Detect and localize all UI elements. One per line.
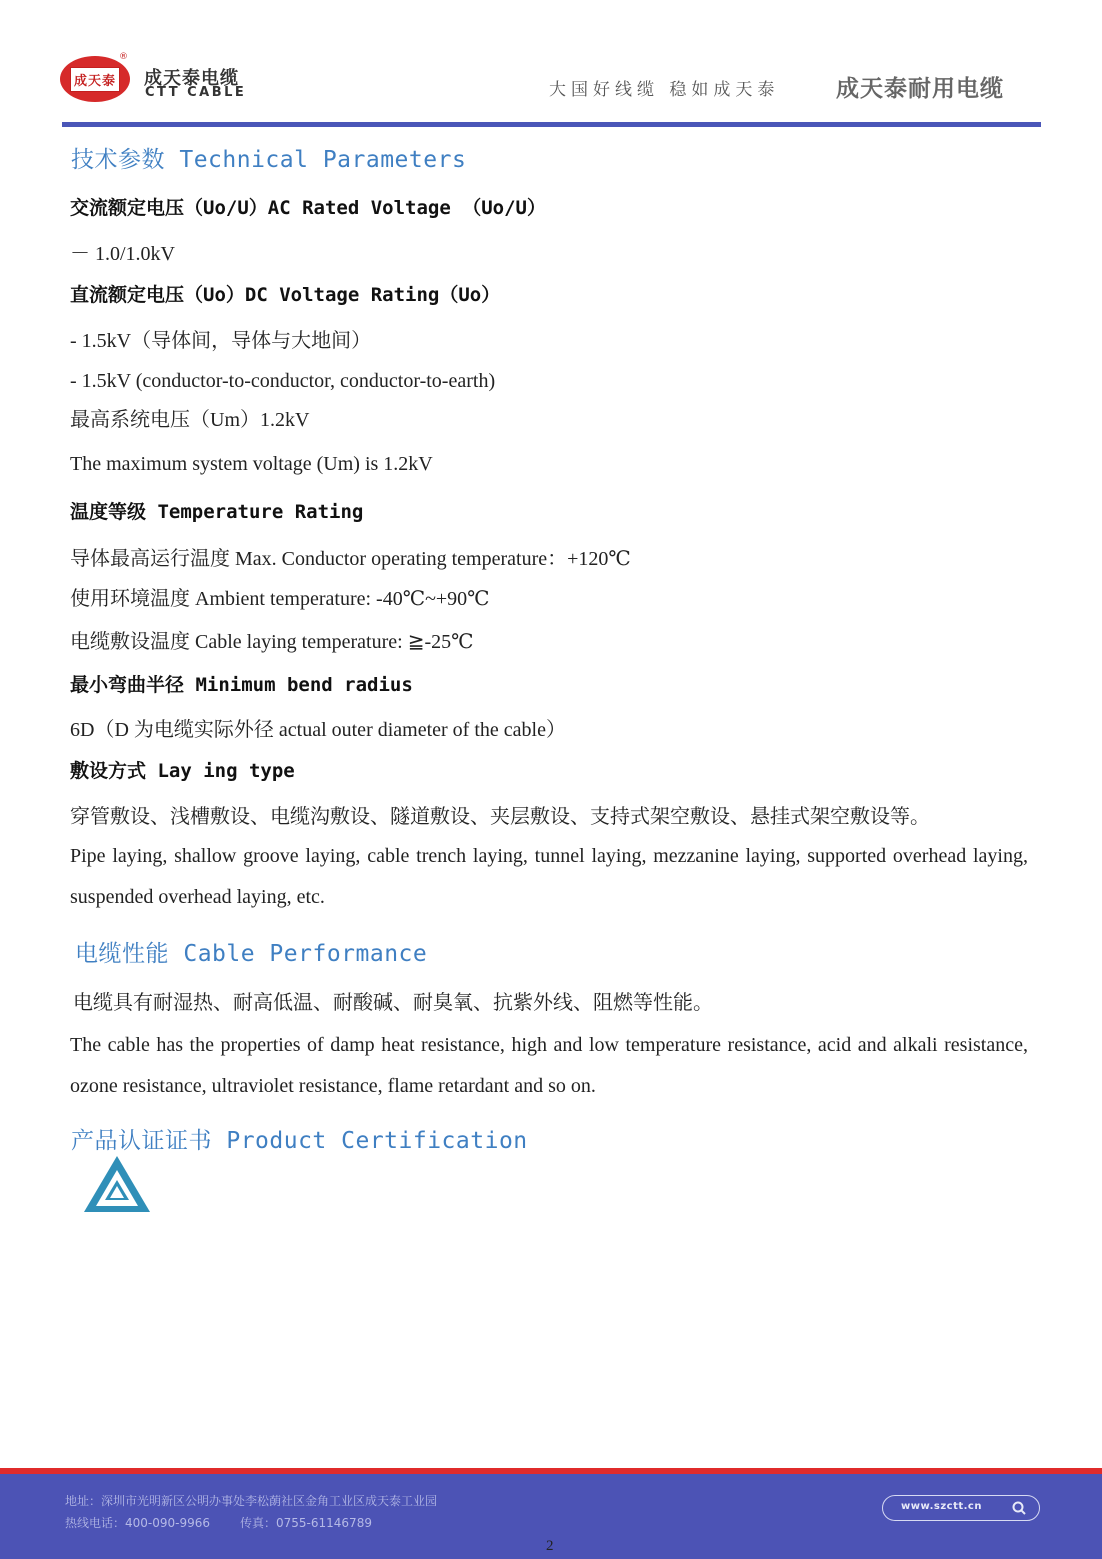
header-slogan-right: 成天泰耐用电缆: [836, 76, 1004, 102]
brand-name-en: CTT CABLE: [145, 85, 247, 100]
website-link[interactable]: [882, 1495, 1040, 1521]
brand-name-cn: 成天泰电缆: [144, 68, 239, 89]
dc-voltage-heading: 直流额定电压（Uo）DC Voltage Rating（Uo）: [70, 284, 501, 306]
footer-accent-bar: [0, 1468, 1102, 1474]
max-system-voltage-cn: 最高系统电压（Um）1.2kV: [70, 409, 310, 431]
bend-radius-heading: 最小弯曲半径 Minimum bend radius: [70, 674, 413, 696]
performance-text-cn: 电缆具有耐湿热、耐高低温、耐酸碱、耐臭氧、抗紫外线、阻燃等性能。: [73, 992, 713, 1014]
dc-voltage-value-cn: - 1.5kV（导体间，导体与大地间）: [70, 330, 372, 352]
registered-mark: ®: [119, 52, 128, 62]
ac-voltage-value: － 1.0/1.0kV: [70, 243, 175, 265]
website-url: www.szctt.cn: [901, 1501, 982, 1512]
search-icon: [1011, 1500, 1027, 1516]
temperature-heading: 温度等级 Temperature Rating: [70, 501, 364, 523]
footer-address: 地址：深圳市光明新区公明办事处李松蓢社区金角工业区成天泰工业园: [65, 1494, 438, 1508]
section-title-certification: 产品认证证书 Product Certification: [71, 1128, 528, 1154]
laying-type-cn: 穿管敷设、浅槽敷设、电缆沟敷设、隧道敷设、夹层敷设、支持式架空敷设、悬挂式架空敷设等。: [70, 806, 930, 828]
header-slogan: 大国好线缆 稳如成天泰: [549, 80, 780, 100]
performance-text-en: The cable has the properties of damp heat resistance, high and low temperature resistance, acid and alkali resistance, ozone resistance, ultraviolet resistance, flame retardant and so on.: [70, 1034, 1028, 1097]
bend-radius-value: 6D（D 为电缆实际外径 actual outer diameter of the cable）: [70, 719, 566, 741]
section-title-technical: 技术参数 Technical Parameters: [71, 147, 467, 173]
footer-fax: 传真：0755-61146789: [240, 1516, 372, 1530]
laying-type-en: Pipe laying, shallow groove laying, cable trench laying, tunnel laying, mezzanine laying, supported overhead laying, suspended overhead laying, etc.: [70, 845, 1028, 908]
tuv-triangle-icon: [82, 1154, 152, 1216]
laying-type-heading: 敷设方式 Lay ing type: [70, 760, 295, 782]
footer-contact: [65, 1514, 372, 1531]
ac-voltage-heading: 交流额定电压（Uo/U）AC Rated Voltage （Uo/U）: [70, 197, 546, 219]
page-number: 2: [546, 1538, 554, 1554]
header-divider: [62, 122, 1041, 127]
section-title-performance: 电缆性能 Cable Performance: [75, 941, 428, 967]
logo-text: 成天泰: [70, 67, 120, 92]
footer-hotline: 热线电话：400-090-9966: [65, 1516, 211, 1530]
page-header: [0, 0, 1102, 130]
temp-conductor: 导体最高运行温度 Max. Conductor operating temperature：+120℃: [70, 548, 631, 570]
max-system-voltage-en: The maximum system voltage (Um) is 1.2kV: [70, 453, 433, 475]
company-logo: [60, 56, 130, 102]
temp-laying: 电缆敷设温度 Cable laying temperature: ≧-25℃: [70, 631, 474, 653]
dc-voltage-value-en: - 1.5kV (conductor-to-conductor, conductor-to-earth): [70, 370, 496, 392]
temp-ambient: 使用环境温度 Ambient temperature: -40℃~+90℃: [70, 588, 490, 610]
